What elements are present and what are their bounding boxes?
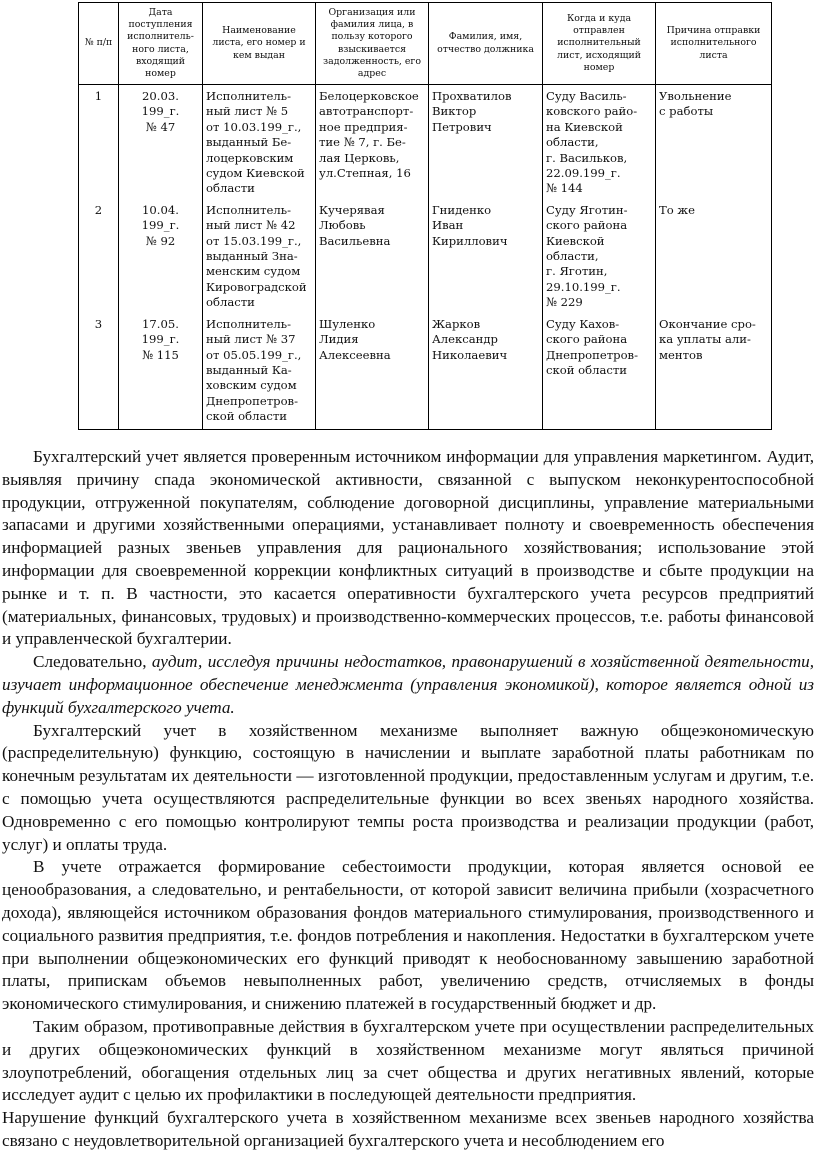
cell-text-line: 10.04. bbox=[142, 202, 179, 217]
cell-text-line: на Киевской bbox=[546, 119, 623, 134]
cell-text-line: Жарков bbox=[432, 316, 481, 331]
cell-debtor bbox=[429, 313, 543, 430]
table-row bbox=[79, 199, 772, 313]
cell-text-line: Иван bbox=[432, 218, 464, 233]
cell-text-line: ное предприя- bbox=[319, 119, 408, 134]
body-text bbox=[2, 446, 814, 1153]
cell-text-line: 199_г. bbox=[141, 104, 180, 119]
cell-text-line: с работы bbox=[659, 104, 714, 119]
cell-text-line: ской области bbox=[206, 409, 288, 424]
header-creditor: Организация или фамилия лица, в пользу которого взыскивается задолженность, его адрес bbox=[316, 3, 429, 85]
cell-text-line: Днепропетров- bbox=[546, 347, 638, 362]
cell-text-line: № 92 bbox=[145, 233, 176, 248]
cell-debtor bbox=[429, 199, 543, 313]
cell-text-line: автотранспорт- bbox=[319, 104, 414, 119]
cell-number: 3 bbox=[79, 313, 119, 430]
paragraph: Бухгалтерский учет в хозяйственном механизме выполняет важную общеэкономическую (распределительную) функцию, состоящую в начислении и выплате заработной платы работникам по конечным результатам их деятельности — изготовленной продукции, предоставленным услугам и другим, т.е. с помощью учета осуществляются распределительные функции во всех звеньях народного хозяйства. Одновременно с его помощью контролируют темпы роста производства и реализации продукции (работ, услуг) и оплаты труда. bbox=[2, 720, 814, 854]
cell-receipt-date bbox=[119, 313, 203, 430]
cell-text-line: ный лист № 5 bbox=[206, 104, 289, 119]
cell-text-line: ный лист № 42 bbox=[206, 218, 296, 233]
cell-text-line: Кировоградской bbox=[206, 279, 307, 294]
cell-text-line: от 05.05.199_г., bbox=[206, 347, 302, 362]
cell-text-line: Белоцерковское bbox=[319, 89, 419, 103]
cell-text-line: Николаевич bbox=[432, 347, 508, 362]
cell-text-line: То же bbox=[659, 202, 695, 217]
cell-text-line: тие № 7, г. Бе- bbox=[319, 135, 406, 150]
cell-text-line: Исполнитель- bbox=[206, 316, 292, 331]
paragraph: В учете отражается формирование себестоимости продукции, которая является основой ее ценообразования, а следовательно, и рентабельности, от которой зависит величина прибыли (хозрасчетного дохода), являющейся источником образования фондов материального стимулирования, производственного и социального развития предприятия, т.е. фондов потребления и накопления. Недостатки в бухгалтерском учете при выполнении общеэкономических его функций приводят к необоснованному завышению заработной платы, припискам объемов невыполненных работ, увеличению средств, отчисляемых в фонды экономического стимулирования, и снижению платежей в государственный бюджет и др. bbox=[2, 857, 814, 1014]
cell-text-line: 22.09.199_г. bbox=[546, 166, 621, 181]
cell-text-line: Виктор bbox=[432, 104, 477, 119]
cell-text-line: Суду Яготин- bbox=[546, 202, 628, 217]
header-debtor: Фамилия, имя, отчество должника bbox=[429, 3, 543, 85]
header-writ-name: Наименование листа, его номер и кем выдан bbox=[203, 3, 316, 85]
cell-text-line: ул.Степная, 16 bbox=[319, 166, 411, 181]
cell-text-line: № 115 bbox=[142, 347, 179, 362]
cell-text-line: лая Церковь, bbox=[319, 150, 400, 165]
cell-text-line: Исполнитель- bbox=[206, 89, 292, 103]
header-sent-where: Когда и куда отправлен исполнительный лист, исходящий номер bbox=[543, 3, 656, 85]
cell-text-line: Окончание сро- bbox=[659, 316, 756, 331]
table-header-row bbox=[79, 3, 772, 85]
cell-reason bbox=[656, 313, 772, 430]
paragraph-lead: Следовательно, bbox=[33, 652, 152, 672]
cell-sent-to bbox=[543, 85, 656, 199]
header-number: № п/п bbox=[79, 3, 119, 85]
cell-text-line: ского района bbox=[546, 332, 628, 347]
cell-text-line: Кириллович bbox=[432, 233, 508, 248]
cell-creditor bbox=[316, 313, 429, 430]
paragraph: Бухгалтерский учет является проверенным источником информации для управления маркетингом. Аудит, выявляя причину спада экономической активности, связанной с выпуском неконкурентоспособной продукции, отгруженной покупателям, соблюдение договорной дисциплины, управление материальными запасами и другими хозяйственными операциями, устанавливает полноту и своевременность обеспечения информацией разных звеньев управления для рационального хозяйствования; использование этой информации для своевременной коррекции конфликтных ситуаций в производстве и сбыте продукции на рынке и т. п. В частности, это касается оперативности бухгалтерского учета ресурсов предприятий (материальных, финансовых, трудовых) и производственно-коммерческих процессов, т.е. работы финансовой и управленческой бухгалтерии. bbox=[2, 447, 814, 649]
cell-text-line: Исполнитель- bbox=[206, 202, 292, 217]
cell-text-line: Любовь bbox=[319, 218, 366, 233]
cell-text-line: Киевской bbox=[546, 233, 605, 248]
cell-text-line: Кучерявая bbox=[319, 202, 385, 217]
cell-text-line: Суду Кахов- bbox=[546, 316, 620, 331]
cell-text-line: № 47 bbox=[145, 119, 176, 134]
cell-text-line: Васильевна bbox=[319, 233, 391, 248]
cell-text-line: области bbox=[206, 295, 255, 310]
cell-text-line: от 10.03.199_г., bbox=[206, 119, 302, 134]
cell-text-line: Суду Василь- bbox=[546, 89, 627, 103]
cell-text-line: Лидия bbox=[319, 332, 359, 347]
cell-text-line: выданный Бе- bbox=[206, 135, 292, 150]
cell-reason bbox=[656, 85, 772, 199]
cell-text-line: Прохватилов bbox=[432, 89, 512, 103]
cell-text-line: выданный Ка- bbox=[206, 362, 292, 377]
cell-text-line: от 15.03.199_г., bbox=[206, 233, 302, 248]
cell-text-line: ка уплаты али- bbox=[659, 332, 751, 347]
cell-text-line: ментов bbox=[659, 347, 703, 362]
cell-writ bbox=[203, 85, 316, 199]
cell-reason bbox=[656, 199, 772, 313]
cell-text-line: Гниденко bbox=[432, 202, 492, 217]
cell-text-line: области, bbox=[546, 135, 599, 150]
cell-debtor bbox=[429, 85, 543, 199]
cell-sent-to bbox=[543, 313, 656, 430]
cell-text-line: ховским судом bbox=[206, 378, 297, 393]
paragraph: Нарушение функций бухгалтерского учета в хозяйственном механизме всех звеньев народного хозяйства связано с неудовлетворительной организацией бухгалтерского учета и несоблюдением его bbox=[2, 1108, 814, 1150]
cell-text-line: Увольнение bbox=[659, 89, 732, 103]
cell-writ bbox=[203, 313, 316, 430]
cell-receipt-date bbox=[119, 85, 203, 199]
cell-text-line: ского района bbox=[546, 218, 628, 233]
cell-text-line: области bbox=[206, 181, 255, 196]
cell-number: 2 bbox=[79, 199, 119, 313]
emphasized-statement: аудит, исследуя причины недостатков, правонарушений в хозяйственной деятельности, изучает информационное обеспечение менеджмента (управления экономикой), которое является одной из функций бухгалтерского учета. bbox=[2, 652, 815, 717]
cell-text-line: ный лист № 37 bbox=[206, 332, 296, 347]
cell-number: 1 bbox=[79, 85, 119, 199]
cell-text-line: ской области bbox=[546, 362, 628, 377]
cell-text-line: г. Яготин, bbox=[546, 264, 608, 279]
cell-text-line: 17.05. bbox=[142, 316, 179, 331]
cell-text-line: № 144 bbox=[546, 181, 583, 196]
cell-text-line: Петрович bbox=[432, 119, 492, 134]
cell-sent-to bbox=[543, 199, 656, 313]
cell-text-line: области, bbox=[546, 249, 599, 264]
cell-text-line: лоцерковским bbox=[206, 150, 294, 165]
cell-text-line: Шуленко bbox=[319, 316, 376, 331]
cell-text-line: менским судом bbox=[206, 264, 301, 279]
cell-text-line: Алексеевна bbox=[319, 347, 391, 362]
cell-text-line: Днепропетров- bbox=[206, 393, 298, 408]
cell-creditor bbox=[316, 85, 429, 199]
cell-text-line: выданный Зна- bbox=[206, 249, 298, 264]
cell-receipt-date bbox=[119, 199, 203, 313]
cell-creditor bbox=[316, 199, 429, 313]
cell-text-line: № 229 bbox=[546, 295, 583, 310]
cell-text-line: судом Киевской bbox=[206, 166, 305, 181]
cell-text-line: Александр bbox=[432, 332, 498, 347]
paragraph-conclusion bbox=[2, 651, 814, 719]
cell-text-line: г. Васильков, bbox=[546, 150, 628, 165]
cell-text-line: 20.03. bbox=[142, 89, 179, 103]
header-reason: Причина отправки исполнительного листа bbox=[656, 3, 772, 85]
paragraph: Таким образом, противоправные действия в бухгалтерском учете при осуществлении распределительных и других общеэкономических функций в хозяйственном механизме могут являться причиной злоупотреблений, обогащения отдельных лиц за счет общества и других негативных явлений, которые исследует аудит с целью их профилактики в последующей деятельности предприятия. bbox=[2, 1016, 814, 1105]
table-row bbox=[79, 85, 772, 199]
cell-text-line: 199_г. bbox=[141, 332, 180, 347]
cell-text-line: 29.10.199_г. bbox=[546, 279, 621, 294]
cell-text-line: ковского райо- bbox=[546, 104, 638, 119]
table-row bbox=[79, 313, 772, 430]
cell-writ bbox=[203, 199, 316, 313]
writs-register-table bbox=[78, 2, 772, 430]
cell-text-line: 199_г. bbox=[141, 218, 180, 233]
header-receipt-date: Дата поступления исполнительного листа, входящий номер bbox=[119, 3, 203, 85]
